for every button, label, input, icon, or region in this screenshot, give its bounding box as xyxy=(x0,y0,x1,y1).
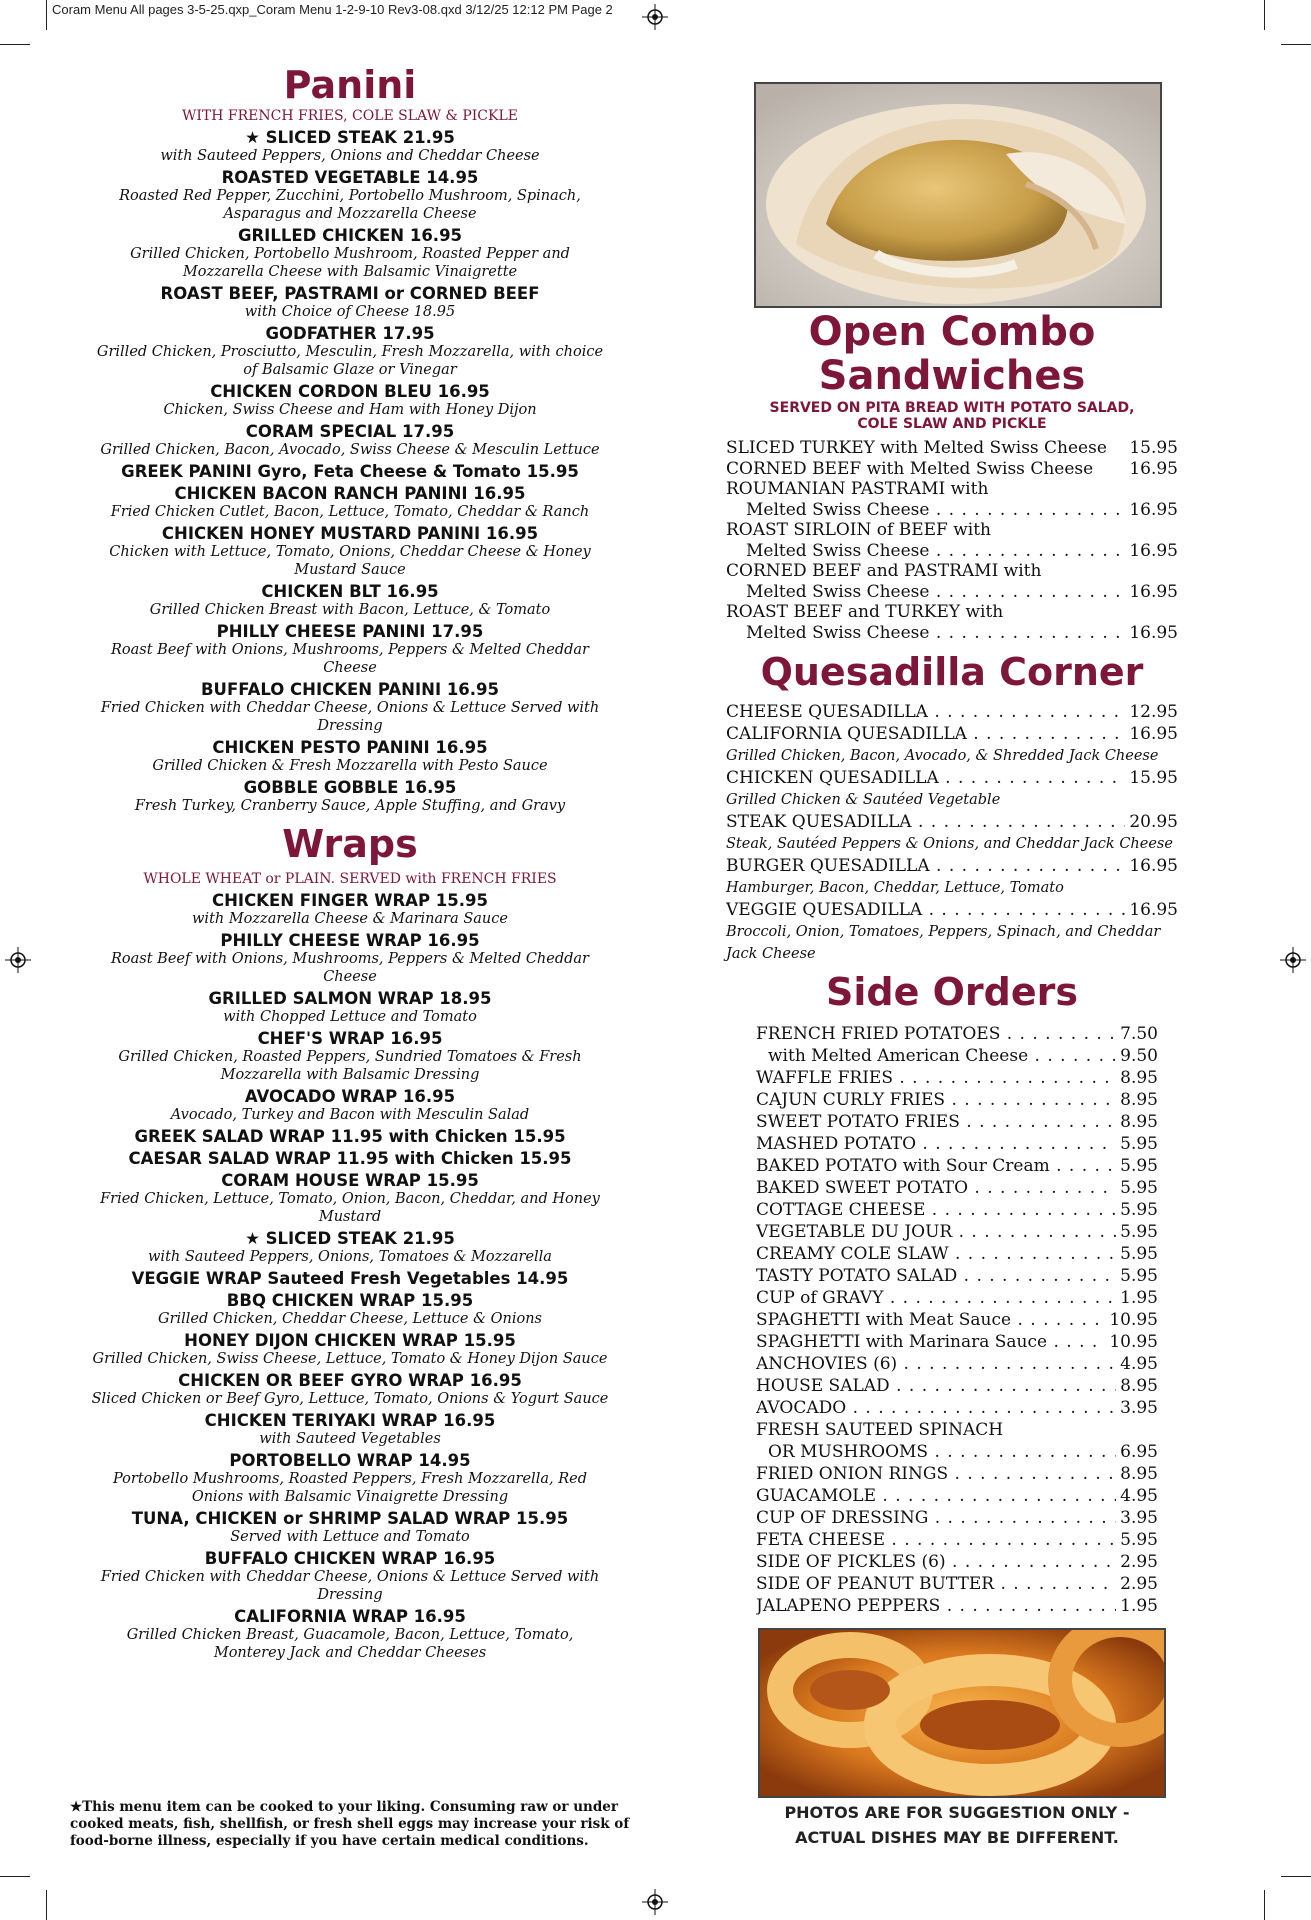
side-order-item xyxy=(756,1485,1158,1507)
panini-item-description: Grilled Chicken & Fresh Mozzarella with Pesto Sauce xyxy=(152,758,548,774)
wraps-item-description: Avocado, Turkey and Bacon with Mesculin Salad xyxy=(170,1107,530,1123)
side-order-name: GUACAMOLE . . . xyxy=(756,1485,1116,1507)
wraps-item xyxy=(90,891,610,928)
quesadilla-item-price: 15.95 xyxy=(1129,768,1178,788)
side-order-item xyxy=(756,1397,1158,1419)
side-order-price: 4.95 xyxy=(1120,1486,1158,1506)
side-order-name: SPAGHETTI with Meat Sauce . . . xyxy=(756,1309,1105,1331)
quesadilla-item-description: Steak, Sautéed Peppers & Onions, and Cheddar Jack Cheese xyxy=(726,836,1173,852)
wraps-item-name: CHICKEN FINGER WRAP 15.95 xyxy=(212,891,488,910)
combo-item-name: CORNED BEEF with Melted Swiss Cheese xyxy=(726,458,1094,479)
wraps-item-name: PORTOBELLO WRAP 14.95 xyxy=(229,1451,471,1470)
crop-mark xyxy=(46,1890,47,1920)
side-order-price: 8.95 xyxy=(1120,1068,1158,1088)
panini-item-description: Chicken with Lettuce, Tomato, Onions, Cheddar Cheese & Honey Mustard Sauce xyxy=(109,544,591,578)
combo-item-price: 16.95 xyxy=(1129,581,1178,602)
side-order-price: 8.95 xyxy=(1120,1376,1158,1396)
side-order-item xyxy=(756,1551,1158,1573)
wraps-item-name: CALIFORNIA WRAP 16.95 xyxy=(234,1607,466,1626)
side-order-name: CUP of GRAVY . . . xyxy=(756,1287,1116,1309)
panini-item-name: CHICKEN BLT 16.95 xyxy=(261,582,439,601)
side-order-name: JALAPENO PEPPERS . . . xyxy=(756,1595,1116,1617)
side-order-price: 1.95 xyxy=(1120,1596,1158,1616)
panini-item-name: CHICKEN HONEY MUSTARD PANINI 16.95 xyxy=(161,524,539,543)
quesadilla-item-description: Broccoli, Onion, Tomatoes, Peppers, Spinach, and Cheddar Jack Cheese xyxy=(726,924,1161,962)
wraps-item-name: CAESAR SALAD WRAP 11.95 with Chicken 15.95 xyxy=(128,1149,572,1168)
quesadilla-item-price: 12.95 xyxy=(1129,702,1178,722)
side-order-item xyxy=(756,1507,1158,1529)
wraps-title: Wraps xyxy=(282,822,418,866)
wraps-item xyxy=(90,1509,610,1546)
combo-item-price: 16.95 xyxy=(1129,499,1178,520)
wraps-item xyxy=(90,1229,610,1266)
quesadilla-item-name: STEAK QUESADILLA . . . xyxy=(726,811,1125,833)
wraps-item-description: Grilled Chicken, Swiss Cheese, Lettuce, Tomato & Honey Dijon Sauce xyxy=(92,1351,608,1367)
panini-item xyxy=(90,422,610,459)
side-order-price: 1.95 xyxy=(1120,1288,1158,1308)
side-order-name: AVOCADO . . . xyxy=(756,1397,1116,1419)
quesadilla-item-price: 16.95 xyxy=(1129,856,1178,876)
wraps-item xyxy=(90,1549,610,1604)
wraps-item-description: Roast Beef with Onions, Mushrooms, Peppers & Melted Cheddar Cheese xyxy=(111,951,589,985)
quesadilla-item xyxy=(726,767,1178,789)
combo-item xyxy=(726,541,1178,562)
panini-item-name: ROASTED VEGETABLE 14.95 xyxy=(221,168,479,187)
side-order-item xyxy=(756,1067,1158,1089)
registration-mark-icon xyxy=(642,1889,668,1915)
side-order-name: TASTY POTATO SALAD . . . xyxy=(756,1265,1116,1287)
wraps-item-description: with Sauteed Peppers, Onions, Tomatoes & Mozzarella xyxy=(148,1249,552,1265)
panini-item-description: Roast Beef with Onions, Mushrooms, Peppers & Melted Cheddar Cheese xyxy=(111,642,589,676)
panini-item-name: BUFFALO CHICKEN PANINI 16.95 xyxy=(200,680,500,699)
combo-item-line2: Melted Swiss Cheese . . . xyxy=(746,541,1125,562)
panini-item xyxy=(90,284,610,321)
wraps-item-description: Served with Lettuce and Tomato xyxy=(230,1529,470,1545)
sides-title: Side Orders xyxy=(826,970,1078,1014)
panini-item-name: GRILLED CHICKEN 16.95 xyxy=(237,226,463,245)
wraps-subtitle: WHOLE WHEAT or PLAIN. SERVED with FRENCH FRIES xyxy=(143,871,557,887)
crop-mark xyxy=(1281,44,1311,45)
crop-mark xyxy=(1281,1876,1311,1877)
panini-item-name: PHILLY CHEESE PANINI 17.95 xyxy=(216,622,484,641)
side-order-name: OR MUSHROOMS . . . xyxy=(768,1441,1116,1463)
combo-item-price: 16.95 xyxy=(1129,458,1178,479)
side-order-name: FRESH SAUTEED SPINACH xyxy=(756,1420,1004,1440)
side-order-item xyxy=(756,1155,1158,1177)
panini-item xyxy=(90,680,610,735)
panini-item xyxy=(90,462,610,481)
side-order-name: with Melted American Cheese . . . xyxy=(768,1045,1116,1067)
panini-item-name: CHICKEN BACON RANCH PANINI 16.95 xyxy=(174,484,526,503)
panini-item-description: Chicken, Swiss Cheese and Ham with Honey Dijon xyxy=(163,402,537,418)
side-order-price: 8.95 xyxy=(1120,1090,1158,1110)
panini-title: Panini xyxy=(283,63,417,107)
panini-item-description: with Sauteed Peppers, Onions and Cheddar Cheese xyxy=(160,148,540,164)
wraps-item-name: GREEK SALAD WRAP 11.95 with Chicken 15.95 xyxy=(134,1127,566,1146)
wraps-list xyxy=(90,891,610,1662)
photo-disclaimer-line2: ACTUAL DISHES MAY BE DIFFERENT. xyxy=(795,1828,1119,1847)
side-order-item xyxy=(756,1089,1158,1111)
wraps-item xyxy=(90,1127,610,1146)
wraps-item-name: ★ SLICED STEAK 21.95 xyxy=(245,1229,455,1248)
combo-item-name: ROAST BEEF and TURKEY with xyxy=(726,602,1004,622)
wraps-item xyxy=(90,1451,610,1506)
panini-item xyxy=(90,324,610,379)
side-order-name: ANCHOVIES (6) . . . xyxy=(756,1353,1116,1375)
wraps-item-description: with Mozzarella Cheese & Marinara Sauce xyxy=(192,911,508,927)
wraps-item-description: Fried Chicken, Lettuce, Tomato, Onion, Bacon, Cheddar, and Honey Mustard xyxy=(100,1191,600,1225)
side-order-item xyxy=(756,1287,1158,1309)
wraps-item-name: BUFFALO CHICKEN WRAP 16.95 xyxy=(204,1549,496,1568)
onion-rings-image xyxy=(760,1630,1164,1796)
side-order-price: 5.95 xyxy=(1120,1134,1158,1154)
quesadilla-item-description: Grilled Chicken & Sautéed Vegetable xyxy=(726,792,1001,808)
side-order-price: 5.95 xyxy=(1120,1178,1158,1198)
panini-item xyxy=(90,622,610,677)
wraps-item xyxy=(90,1269,610,1288)
side-order-item xyxy=(756,1441,1158,1463)
quesadilla-item-price: 20.95 xyxy=(1129,812,1178,832)
wraps-item-description: Fried Chicken with Cheddar Cheese, Onions & Lettuce Served with Dressing xyxy=(100,1569,600,1603)
wraps-item-description: Portobello Mushrooms, Roasted Peppers, Fresh Mozzarella, Red Onions with Balsamic Vinaigrette Dressing xyxy=(113,1471,587,1505)
combo-item-line2: Melted Swiss Cheese . . . xyxy=(746,500,1125,521)
food-safety-footnote: ★This menu item can be cooked to your liking. Consuming raw or under cooked meats, fish, shellfish, or fresh shell eggs may increase your risk of food-borne illness, especially if you have certain medical conditions. xyxy=(70,1799,630,1849)
side-order-name: SIDE OF PICKLES (6) . . . xyxy=(756,1551,1116,1573)
side-order-name: MASHED POTATO . . . xyxy=(756,1133,1116,1155)
side-order-item xyxy=(756,1243,1158,1265)
crop-mark xyxy=(1264,1890,1265,1920)
combo-item-name: SLICED TURKEY with Melted Swiss Cheese xyxy=(726,438,1107,458)
combo-item xyxy=(726,623,1178,644)
wraps-item-name: HONEY DIJON CHICKEN WRAP 15.95 xyxy=(184,1331,516,1350)
wraps-item-name: PHILLY CHEESE WRAP 16.95 xyxy=(220,931,480,950)
panini-item-description: Grilled Chicken, Bacon, Avocado, Swiss Cheese & Mesculin Lettuce xyxy=(100,442,600,458)
right-column xyxy=(726,80,1178,1617)
wraps-item xyxy=(90,1171,610,1226)
quesadilla-item-name: BURGER QUESADILLA . . . xyxy=(726,855,1125,877)
panini-item-name: CHICKEN PESTO PANINI 16.95 xyxy=(212,738,488,757)
combo-item-price: 16.95 xyxy=(1129,622,1178,643)
panini-subtitle: WITH FRENCH FRIES, COLE SLAW & PICKLE xyxy=(182,108,518,124)
side-order-price: 4.95 xyxy=(1120,1354,1158,1374)
combo-item-name: ROUMANIAN PASTRAMI with xyxy=(726,479,989,499)
wraps-item xyxy=(90,1029,610,1084)
quesadilla-item xyxy=(726,855,1178,877)
crop-mark xyxy=(46,0,47,30)
panini-item xyxy=(90,226,610,281)
side-order-price: 3.95 xyxy=(1120,1398,1158,1418)
side-order-price: 7.50 xyxy=(1120,1024,1158,1044)
wraps-item xyxy=(90,1331,610,1368)
registration-mark-icon xyxy=(642,4,668,30)
side-order-price: 5.95 xyxy=(1120,1266,1158,1286)
wraps-item-name: CHEF'S WRAP 16.95 xyxy=(257,1029,443,1048)
quesadilla-item xyxy=(726,811,1178,833)
wraps-item-name: CHICKEN TERIYAKI WRAP 16.95 xyxy=(204,1411,496,1430)
side-order-price: 10.95 xyxy=(1109,1332,1158,1352)
wraps-item-name: GRILLED SALMON WRAP 18.95 xyxy=(208,989,492,1008)
crop-mark xyxy=(1264,0,1265,30)
combo-list xyxy=(726,438,1178,643)
panini-item-description: Fried Chicken with Cheddar Cheese, Onions & Lettuce Served with Dressing xyxy=(100,700,600,734)
side-order-item xyxy=(756,1177,1158,1199)
panini-item xyxy=(90,582,610,619)
quesadilla-item-description: Hamburger, Bacon, Cheddar, Lettuce, Tomato xyxy=(726,880,1064,896)
quesadilla-list xyxy=(726,701,1178,965)
combo-subtitle-line2: COLE SLAW AND PICKLE xyxy=(857,416,1047,432)
crop-mark xyxy=(0,44,30,45)
wraps-item-description: with Sauteed Vegetables xyxy=(259,1431,441,1447)
side-order-item xyxy=(756,1111,1158,1133)
panini-item xyxy=(90,168,610,223)
panini-item-name: ★ SLICED STEAK 21.95 xyxy=(245,128,455,147)
quesadilla-item xyxy=(726,701,1178,723)
wraps-item xyxy=(90,1087,610,1124)
wraps-item xyxy=(90,1149,610,1168)
side-order-price: 6.95 xyxy=(1120,1442,1158,1462)
wraps-item xyxy=(90,1411,610,1448)
photo-disclaimer xyxy=(752,1800,1162,1850)
combo-title-line2: Sandwiches xyxy=(818,353,1086,399)
combo-item-price: 15.95 xyxy=(1129,438,1178,458)
panini-item-name: CHICKEN CORDON BLEU 16.95 xyxy=(210,382,490,401)
side-order-name: BAKED SWEET POTATO . . . xyxy=(756,1177,1116,1199)
quesadilla-item xyxy=(726,723,1178,745)
side-order-price: 2.95 xyxy=(1120,1552,1158,1572)
side-order-name: BAKED POTATO with Sour Cream . . . xyxy=(756,1155,1116,1177)
panini-item-description: Fried Chicken Cutlet, Bacon, Lettuce, Tomato, Cheddar & Ranch xyxy=(110,504,590,520)
side-order-item xyxy=(756,1221,1158,1243)
panini-item xyxy=(90,128,610,165)
combo-item xyxy=(726,438,1178,459)
panini-item xyxy=(90,484,610,521)
onion-rings-photo xyxy=(758,1628,1166,1798)
side-order-name: COTTAGE CHEESE . . . xyxy=(756,1199,1116,1221)
combo-item xyxy=(726,459,1178,480)
wraps-item xyxy=(90,989,610,1026)
side-order-name: FETA CHEESE . . . xyxy=(756,1529,1116,1551)
wraps-item-name: AVOCADO WRAP 16.95 xyxy=(244,1087,456,1106)
panini-item-name: GODFATHER 17.95 xyxy=(265,324,435,343)
side-order-item xyxy=(756,1529,1158,1551)
registration-mark-icon xyxy=(1280,947,1306,973)
wraps-item-name: TUNA, CHICKEN or SHRIMP SALAD WRAP 15.95 xyxy=(131,1509,569,1528)
panini-item-description: Roasted Red Pepper, Zucchini, Portobello Mushroom, Spinach, Asparagus and Mozzarella Cheese xyxy=(119,188,581,222)
combo-item-name: ROAST SIRLOIN of BEEF with xyxy=(726,520,991,540)
quesadilla-item-price: 16.95 xyxy=(1129,724,1178,744)
combo-item-line2: Melted Swiss Cheese . . . xyxy=(746,582,1125,603)
panini-item xyxy=(90,524,610,579)
panini-item-name: GOBBLE GOBBLE 16.95 xyxy=(243,778,457,797)
side-order-item xyxy=(756,1375,1158,1397)
wraps-item xyxy=(90,1607,610,1662)
wraps-item-description: Sliced Chicken or Beef Gyro, Lettuce, Tomato, Onions & Yogurt Sauce xyxy=(91,1391,609,1407)
left-column xyxy=(90,63,610,1665)
side-order-item xyxy=(756,1595,1158,1617)
quesadilla-item-name: CHICKEN QUESADILLA . . . xyxy=(726,767,1125,789)
combo-item-name: CORNED BEEF and PASTRAMI with xyxy=(726,561,1042,581)
panini-item-description: Grilled Chicken, Prosciutto, Mesculin, Fresh Mozzarella, with choice of Balsamic Glaze or Vinegar xyxy=(96,344,604,378)
wraps-item-name: BBQ CHICKEN WRAP 15.95 xyxy=(226,1291,474,1310)
side-order-price: 5.95 xyxy=(1120,1156,1158,1176)
panini-item-description: Grilled Chicken, Portobello Mushroom, Roasted Pepper and Mozzarella Cheese with Balsamic Vinaigrette xyxy=(130,246,570,280)
side-order-item xyxy=(756,1463,1158,1485)
wraps-item-name: CORAM HOUSE WRAP 15.95 xyxy=(221,1171,479,1190)
side-order-price: 10.95 xyxy=(1109,1310,1158,1330)
side-order-name: SWEET POTATO FRIES . . . xyxy=(756,1111,1116,1133)
side-order-price: 5.95 xyxy=(1120,1200,1158,1220)
wraps-item xyxy=(90,931,610,986)
registration-mark-icon xyxy=(5,947,31,973)
side-order-price: 8.95 xyxy=(1120,1464,1158,1484)
panini-item-name: CORAM SPECIAL 17.95 xyxy=(245,422,455,441)
side-order-name: CREAMY COLE SLAW . . . xyxy=(756,1243,1116,1265)
photo-disclaimer-line1: PHOTOS ARE FOR SUGGESTION ONLY - xyxy=(784,1803,1130,1822)
wraps-item xyxy=(90,1371,610,1408)
wraps-item-description: Grilled Chicken Breast, Guacamole, Bacon, Lettuce, Tomato, Monterey Jack and Cheddar Cheeses xyxy=(126,1627,574,1661)
wraps-item-description: with Chopped Lettuce and Tomato xyxy=(223,1009,477,1025)
side-order-name: FRENCH FRIED POTATOES . . . xyxy=(756,1023,1116,1045)
side-order-name: CAJUN CURLY FRIES . . . xyxy=(756,1089,1116,1111)
side-order-item xyxy=(756,1045,1158,1067)
side-order-name: FRIED ONION RINGS . . . xyxy=(756,1463,1116,1485)
combo-item-line2: Melted Swiss Cheese . . . xyxy=(746,623,1125,644)
quesadilla-title: Quesadilla Corner xyxy=(760,650,1144,694)
side-order-name: CUP OF DRESSING . . . xyxy=(756,1507,1116,1529)
wraps-item-name: VEGGIE WRAP Sauteed Fresh Vegetables 14.95 xyxy=(131,1269,569,1288)
side-order-item xyxy=(756,1133,1158,1155)
side-order-item xyxy=(756,1573,1158,1595)
panini-item-description: Fresh Turkey, Cranberry Sauce, Apple Stuffing, and Gravy xyxy=(134,798,566,814)
side-order-name: SPAGHETTI with Marinara Sauce . . . xyxy=(756,1331,1105,1353)
combo-item xyxy=(726,500,1178,521)
wraps-item xyxy=(90,1291,610,1328)
panini-item-name: ROAST BEEF, PASTRAMI or CORNED BEEF xyxy=(160,284,540,303)
panini-item xyxy=(90,778,610,815)
side-order-price: 9.50 xyxy=(1120,1046,1158,1066)
side-order-item xyxy=(756,1331,1158,1353)
panini-item-description: with Choice of Cheese 18.95 xyxy=(244,304,456,320)
combo-title-line1: Open Combo xyxy=(808,309,1096,355)
panini-list xyxy=(90,128,610,815)
quesadilla-item-price: 16.95 xyxy=(1129,900,1178,920)
quesadilla-item-description: Grilled Chicken, Bacon, Avocado, & Shredded Jack Cheese xyxy=(726,748,1159,764)
side-order-item xyxy=(756,1353,1158,1375)
quesadilla-item-name: CALIFORNIA QUESADILLA . . . xyxy=(726,723,1125,745)
panini-item-description: Grilled Chicken Breast with Bacon, Lettuce, & Tomato xyxy=(149,602,551,618)
side-order-price: 5.95 xyxy=(1120,1530,1158,1550)
side-order-name: VEGETABLE DU JOUR . . . xyxy=(756,1221,1116,1243)
side-order-item xyxy=(756,1023,1158,1045)
print-slug: Coram Menu All pages 3-5-25.qxp_Coram Menu 1-2-9-10 Rev3-08.qxd 3/12/25 12:12 PM Page 2 xyxy=(52,2,613,17)
side-order-item xyxy=(756,1265,1158,1287)
side-order-price: 5.95 xyxy=(1120,1222,1158,1242)
panini-item xyxy=(90,382,610,419)
side-order-item xyxy=(756,1419,1158,1441)
quesadilla-item xyxy=(726,899,1178,921)
side-order-item xyxy=(756,1309,1158,1331)
quesadilla-item-name: VEGGIE QUESADILLA . . . xyxy=(726,899,1125,921)
sides-list xyxy=(726,1023,1178,1617)
side-order-item xyxy=(756,1199,1158,1221)
combo-item-price: 16.95 xyxy=(1129,540,1178,561)
side-order-name: WAFFLE FRIES . . . xyxy=(756,1067,1116,1089)
wraps-item-name: CHICKEN OR BEEF GYRO WRAP 16.95 xyxy=(178,1371,522,1390)
side-order-name: HOUSE SALAD . . . xyxy=(756,1375,1116,1397)
combo-subtitle-line1: SERVED ON PITA BREAD WITH POTATO SALAD, xyxy=(769,400,1135,416)
panini-item xyxy=(90,738,610,775)
side-order-price: 2.95 xyxy=(1120,1574,1158,1594)
panini-item-name: GREEK PANINI Gyro, Feta Cheese & Tomato 15.95 xyxy=(121,462,579,481)
side-order-name: SIDE OF PEANUT BUTTER . . . xyxy=(756,1573,1116,1595)
quesadilla-item-name: CHEESE QUESADILLA . . . xyxy=(726,701,1125,723)
wraps-item-description: Grilled Chicken, Roasted Peppers, Sundried Tomatoes & Fresh Mozzarella with Balsamic Dressing xyxy=(118,1049,582,1083)
crop-mark xyxy=(0,1876,30,1877)
side-order-price: 3.95 xyxy=(1120,1508,1158,1528)
combo-item xyxy=(726,582,1178,603)
side-order-price: 8.95 xyxy=(1120,1112,1158,1132)
wraps-item-description: Grilled Chicken, Cheddar Cheese, Lettuce & Onions xyxy=(157,1311,543,1327)
side-order-price: 5.95 xyxy=(1120,1244,1158,1264)
